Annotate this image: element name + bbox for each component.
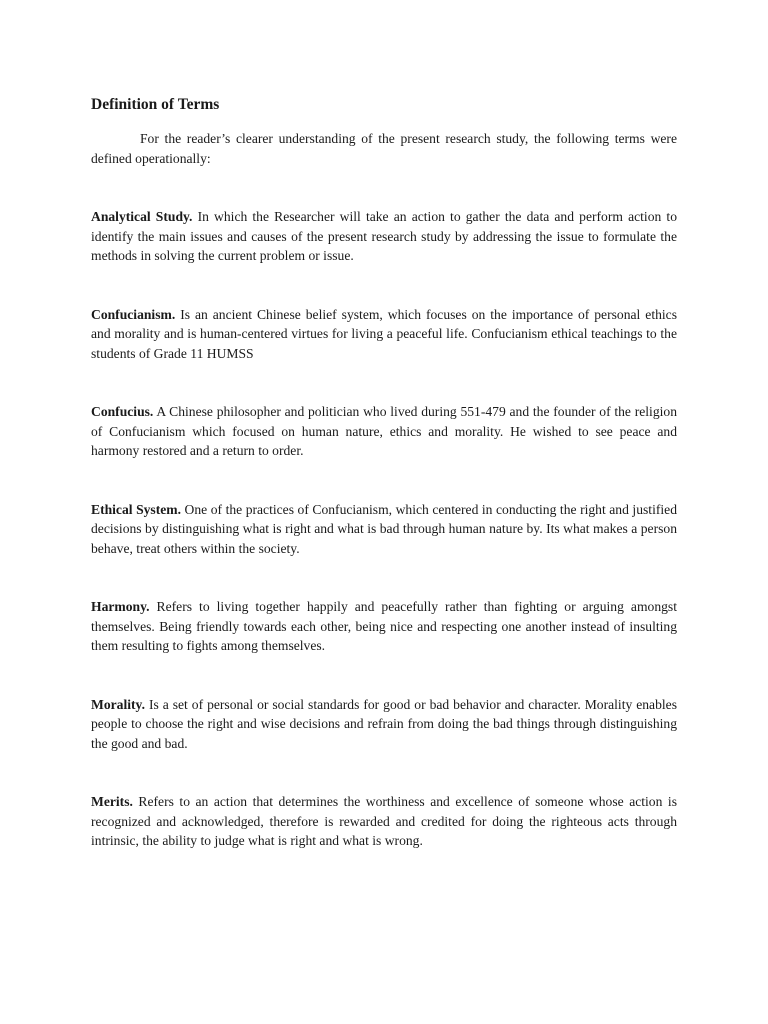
spacer <box>91 266 677 305</box>
term-label: Confucianism. <box>91 306 176 322</box>
term-label: Analytical Study. <box>91 209 193 224</box>
term-definition: A Chinese philosopher and politician who lived during 551-479 and the founder of the religion of Confucianism which focused on human nature, ethics and morality. He wished to see peace and harmony restored and a return to order. <box>91 404 677 458</box>
spacer <box>91 168 677 207</box>
term-label: Harmony. <box>91 599 150 614</box>
term-label: Ethical System. <box>91 501 181 517</box>
term-definition: In which the Researcher will take an action to gather the data and perform action to identify the main issues and causes of the present research study by addressing the issue to formulate the methods in solving the current problem or issue. <box>91 209 677 263</box>
term-entry-confucianism <box>91 305 677 364</box>
term-label: Morality. <box>91 696 145 712</box>
term-entry-merits <box>91 792 677 851</box>
term-entry-harmony <box>91 597 677 656</box>
term-entry-morality <box>91 695 677 754</box>
term-definition: One of the practices of Confucianism, which centered in conducting the right and justified decisions by distinguishing what is right and what is bad through human nature by. Its what makes a person behave, treat others within the society. <box>91 501 677 556</box>
term-definition: Refers to living together happily and peacefully rather than fighting or arguing amongst themselves. Being friendly towards each other, being nice and respecting one another instead of insulting them resulting to fights among themselves. <box>91 599 677 653</box>
term-definition: Refers to an action that determines the worthiness and excellence of someone whose action is recognized and acknowledged, therefore is rewarded and credited for doing the righteous acts through intrinsic, the ability to judge what is right and what is wrong. <box>91 794 677 848</box>
section-heading: Definition of Terms <box>91 96 220 113</box>
term-definition: Is an ancient Chinese belief system, which focuses on the importance of personal ethics and morality and is human-centered virtues for living a peaceful life. Confucianism ethical teachings to the students of Grade 11 HUMSS <box>91 306 677 361</box>
term-definition: Is a set of personal or social standards for good or bad behavior and character. Morality enables people to choose the right and wise decisions and refrain from doing the bad things through distinguishing the good and bad. <box>91 696 677 751</box>
spacer <box>91 753 677 792</box>
spacer <box>91 461 677 500</box>
spacer <box>91 656 677 695</box>
term-label: Confucius. <box>91 404 154 419</box>
term-label: Merits. <box>91 794 133 809</box>
spacer <box>91 558 677 597</box>
term-entry-analytical-study <box>91 207 677 266</box>
intro-paragraph: For the reader’s clearer understanding of the present research study, the following terms were defined operationally: <box>91 131 677 166</box>
spacer <box>91 363 677 402</box>
document-content <box>91 95 677 851</box>
term-entry-confucius <box>91 402 677 461</box>
term-entry-ethical-system <box>91 500 677 559</box>
